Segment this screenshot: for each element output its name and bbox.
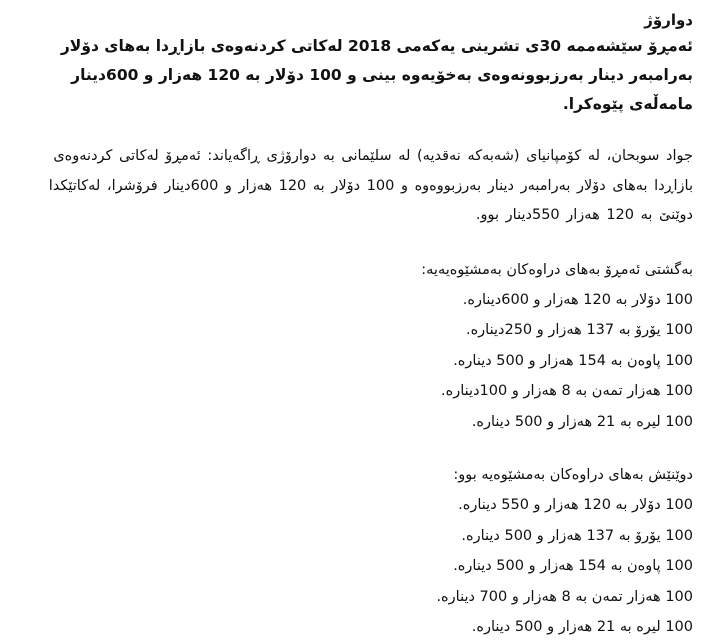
paragraph-spacer — [12, 119, 693, 142]
today-rates-list — [12, 285, 693, 438]
rate-item-eur: 100 یۆرۆ بە 137 هەزار و 500 دیناره. — [461, 527, 693, 544]
yesterday-rates-heading: دوێنێش بەهای دراوەکان بەمشێوەیە بوو: — [453, 467, 693, 483]
section-label: دوارۆژ — [644, 11, 693, 29]
rate-item-try: 100 لیره بە 21 هەزار و 500 دیناره. — [471, 413, 693, 430]
today-rates-heading: بەگشتی ئەمڕۆ بەهای دراوەکان بەمشێوەیەیە: — [421, 261, 693, 278]
rate-item-gbp: 100 پاوەن بە 154 هەزار و 500 دیناره. — [453, 352, 693, 369]
rate-item-gbp: 100 پاوەن بە 154 هەزار و 500 دیناره. — [453, 558, 693, 574]
rate-item-usd: 100 دۆلار بە 120 هەزار و 600دیناره. — [462, 291, 693, 308]
headline: ئەمڕۆ سێشەممە 30ی تشرینی یەکەمی 2018 لەکاتی کردنەوەی بازاڕدا بەهای دۆلار بەرامبەر دینار بەرزبوونەوەی بەخۆیەوە بینی و 100 دۆلار بە 120 هەزار و 600دینار مامەڵەی پێوەکرا. — [60, 37, 693, 113]
rate-item-irr: 100 هەزار تمەن بە 8 هەزار و 100دیناره. — [441, 383, 693, 399]
rate-item-try: 100 لیره بە 21 هەزار و 500 دیناره. — [471, 619, 693, 635]
rate-item-irr: 100 هەزار تمەن بە 8 هەزار و 700 دیناره. — [436, 588, 693, 605]
rate-item-eur: 100 یۆرۆ بە 137 هەزار و 250دیناره. — [465, 322, 693, 338]
yesterday-rates-list — [12, 490, 693, 643]
paragraph-spacer — [12, 231, 693, 255]
paragraph-spacer — [12, 437, 693, 460]
lead-paragraph: جواد سوبحان، لە کۆمپانیای (شەبەکە نەقدیە) لە سلێمانی بە دوارۆژی ڕاگەیاند: ئەمڕۆ لەکاتی کردنەوەی بازاڕدا بەهای دۆلار بەرامبەر دینار بەرزبووەوە و 100 دۆلار بە 120 هەزار و 600دینار فرۆشرا، لەکاتێکدا دوێنێ بە 120 هەزار 550دینار بوو. — [48, 148, 693, 223]
rate-item-usd: 100 دۆلار بە 120 هەزار و 550 دیناره. — [458, 497, 693, 513]
